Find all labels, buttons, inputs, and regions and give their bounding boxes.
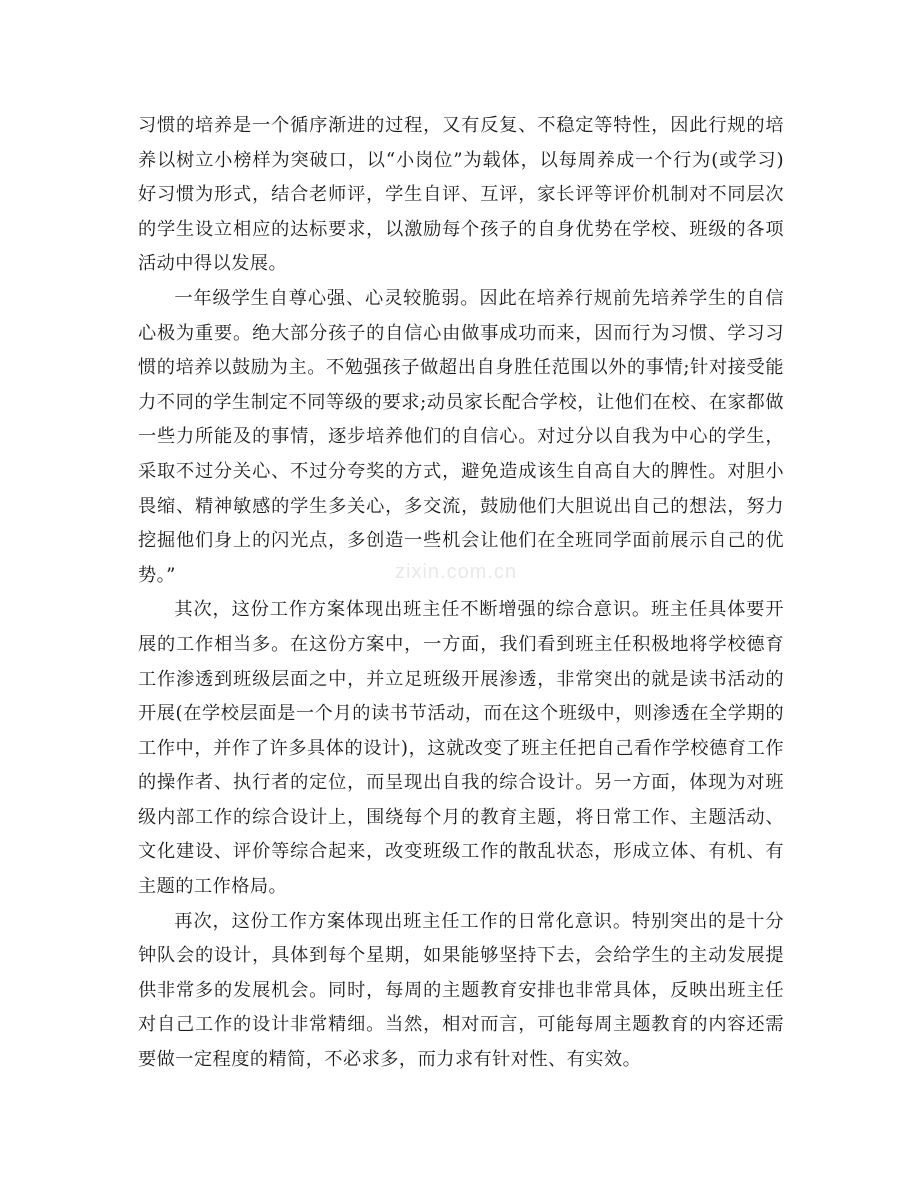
paragraph: 再次，这份工作方案体现出班主任工作的日常化意识。特别突出的是十分钟队会的设计，具体到每个星期，如果能够坚持下去，会给学生的主动发展提供非常多的发展机会。同时，每周的主题教育安排也非常具体，反映出班主任对自己工作的设计非常精细。当然，相对而言，可能每周主题教育的内容还需要做一定程度的精简，不必求多，而力求有针对性、有实效。 [138,910,784,1071]
paragraph: 其次，这份工作方案体现出班主任不断增强的综合意识。班主任具体要开展的工作相当多。在这份方案中，一方面，我们看到班主任积极地将学校德育工作渗透到班级层面之中，并立足班级开展渗透，非常突出的就是读书活动的开展(在学校层面是一个月的读书节活动，而在这个班级中，则渗透在全学期的工作中，并作了许多具体的设计)，这就改变了班主任把自己看作学校德育工作的操作者、执行者的定位，而呈现出自我的综合设计。另一方面，体现为对班级内部工作的综合设计上，围绕每个月的教育主题，将日常工作、主题活动、文化建设、评价等综合起来，改变班级工作的散乱状态，形成立体、有机、有主题的工作格局。 [138,599,784,898]
paragraph: 一年级学生自尊心强、心灵较脆弱。因此在培养行规前先培养学生的自信心极为重要。绝大部分孩子的自信心由做事成功而来，因而行为习惯、学习习惯的培养以鼓励为主。不勉强孩子做超出自身胜任范围以外的事情;针对接受能力不同的学生制定不同等级的要求;动员家长配合学校，让他们在校、在家都做一些力所能及的事情，逐步培养他们的自信心。对过分以自我为中心的学生，采取不过分关心、不过分夸奖的方式，避免造成该生自高自大的脾性。对胆小畏缩、精神敏感的学生多关心，多交流，鼓励他们大胆说出自己的想法，努力挖掘他们身上的闪光点，多创造一些机会让他们在全班同学面前展示自己的优势。” [138,287,784,586]
document-body [138,109,784,1078]
watermark-text: zixin.com.cn [395,561,518,583]
paragraph-continued: 习惯的培养是一个循序渐进的过程，又有反复、不稳定等特性，因此行规的培养以树立小榜样为突破口，以“小岗位”为载体，以每周养成一个行为(或学习)好习惯为形式，结合老师评，学生自评、互评，家长评等评价机制对不同层次的学生设立相应的达标要求，以激励每个孩子的自身优势在学校、班级的各项活动中得以发展。 [138,115,784,275]
